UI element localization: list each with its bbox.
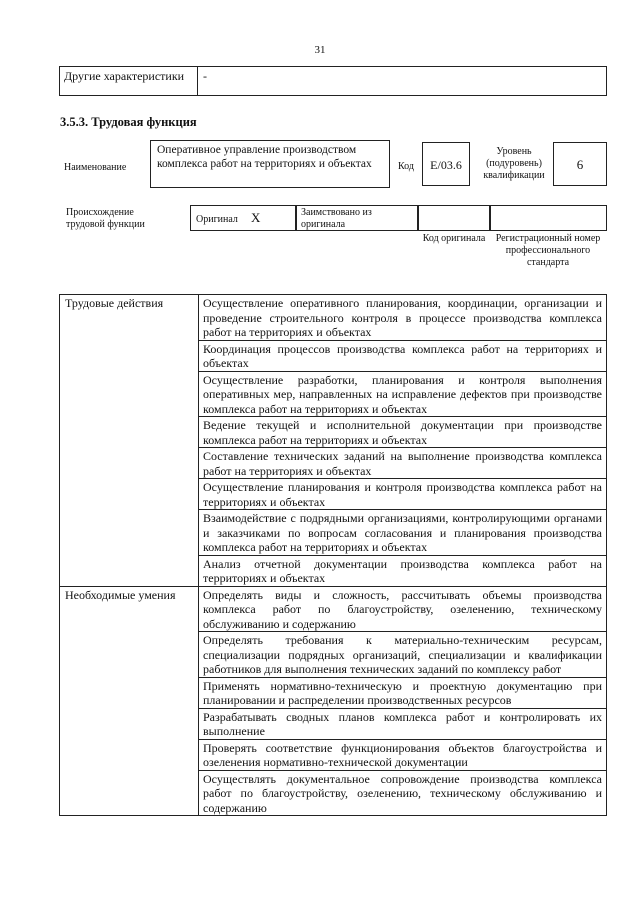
original-mark: X — [251, 210, 261, 225]
function-name-box: Оперативное управление производством комплекса работ на территориях и объектах — [150, 140, 390, 188]
column-divider — [197, 67, 198, 95]
section-title: 3.5.3. Трудовая функция — [60, 115, 197, 129]
code-original-cell — [418, 205, 490, 231]
name-label: Наименование — [64, 162, 127, 173]
list-item: Разрабатывать сводных планов комплекса работ и контролировать их выполнение — [199, 708, 607, 739]
reg-number-cell — [490, 205, 607, 231]
table-row — [60, 586, 607, 632]
other-characteristics-label: Другие характеристики — [64, 69, 185, 83]
original-label: Оригинал — [196, 214, 238, 225]
list-item: Осуществление оперативного планирования, координации, организации и проведение строительного контроля в процессе производства комплекса работ на территориях и объектах — [199, 295, 607, 341]
function-code-box: E/03.6 — [422, 142, 470, 186]
list-item: Осуществление разработки, планирования и контроля выполнения оперативных мер, направленных на исправление дефектов при производстве комплекса работ на территориях и объектах — [199, 371, 607, 417]
list-item: Определять требования к материально-техническим ресурсам, специализации подрядных организаций, специализации и квалификации работников для выполнения технических заданий по комплексу работ — [199, 632, 607, 678]
list-item: Проверять соответствие функционирования объектов благоустройства и озеленения нормативно-технической документации — [199, 739, 607, 770]
table-row — [60, 295, 607, 341]
qualification-level-box: 6 — [553, 142, 607, 186]
list-item: Осуществление планирования и контроля производства комплекса работ на территориях и объектах — [199, 479, 607, 510]
list-item: Ведение текущей и исполнительной документации при производстве комплекса работ на территориях и объектах — [199, 417, 607, 448]
function-details-table — [59, 294, 607, 816]
code-original-label: Код оригинала — [422, 233, 486, 244]
list-item: Анализ отчетной документации производства комплекса работ на территориях и объектах — [199, 555, 607, 586]
list-item: Применять нормативно-техническую и проектную документацию при планировании и распределении производственных ресурсов — [199, 677, 607, 708]
qualification-level-label: Уровень (подуровень) квалификации — [483, 146, 545, 181]
other-characteristics-table — [59, 66, 607, 96]
skills-label: Необходимые умения — [60, 586, 199, 816]
origin-label: Происхождение трудовой функции — [66, 207, 145, 230]
page-number: 31 — [314, 44, 326, 56]
original-cell — [190, 205, 296, 231]
list-item: Взаимодействие с подрядными организациями, контролирующими органами и заказчиками по вопросам согласования и планирования производства комплекса работ на территориях и объектах — [199, 510, 607, 556]
list-item: Составление технических заданий на выполнение производства комплекса работ на территориях и объектах — [199, 448, 607, 479]
labor-actions-label: Трудовые действия — [60, 295, 199, 587]
list-item: Определять виды и сложность, рассчитывать объемы производства комплекса работ по благоустройству, озеленению, техническому обслуживанию и содержанию — [199, 586, 607, 632]
borrowed-cell: Заимствовано из оригинала — [296, 205, 418, 231]
reg-number-label: Регистрационный номер профессионального стандарта — [495, 233, 601, 268]
list-item: Осуществлять документальное сопровождение производства комплекса работ по благоустройству, озеленению, техническому обслуживанию и содержанию — [199, 770, 607, 816]
list-item: Координация процессов производства комплекса работ на территориях и объектах — [199, 340, 607, 371]
code-label: Код — [398, 161, 414, 172]
other-characteristics-value: - — [203, 69, 207, 83]
